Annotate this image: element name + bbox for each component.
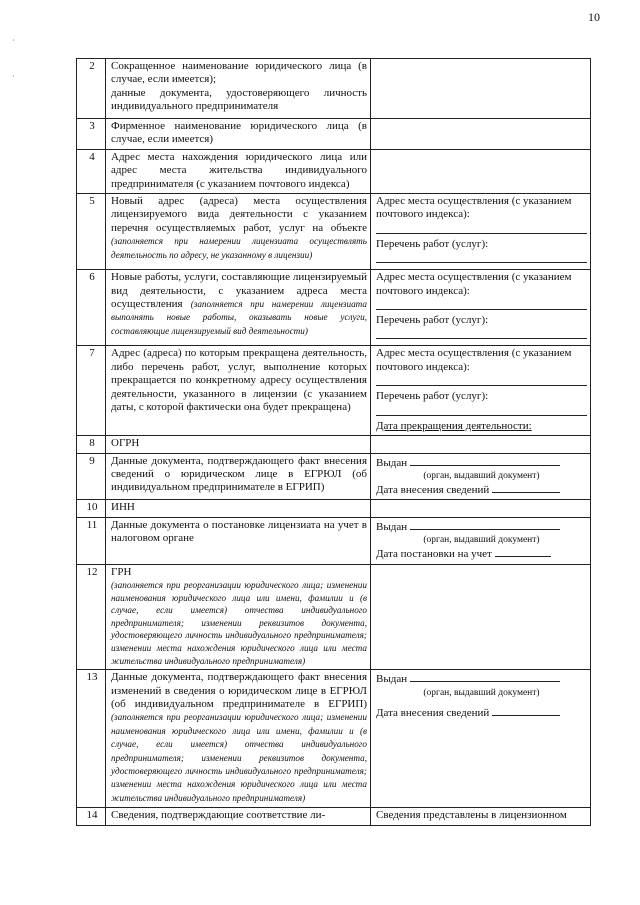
row-label: Данные документа о постановке лицензиата на учет в налоговом органе — [106, 517, 371, 564]
table-row — [77, 808, 591, 825]
address-input-line[interactable] — [376, 222, 587, 234]
issued-label: Выдан — [376, 520, 408, 533]
table-row — [77, 670, 591, 808]
issued-label: Выдан — [376, 673, 408, 686]
table-row — [77, 270, 591, 346]
registration-date-label: Дата постановки на учет — [376, 548, 492, 561]
issued-field — [376, 455, 587, 470]
address-input-line[interactable] — [376, 298, 587, 310]
table-row — [77, 194, 591, 270]
issuer-caption: (орган, выдавший документ) — [423, 535, 540, 546]
row-value[interactable] — [371, 500, 591, 517]
row-number: 7 — [77, 346, 106, 436]
table-row — [77, 453, 591, 500]
row-label: Адрес места нахождения юридического лица или адрес места жительства индивидуального предпринимателя (с указанием почтового индекса) — [106, 149, 371, 193]
license-form-table — [76, 58, 591, 826]
row-number: 8 — [77, 436, 106, 453]
row-number: 9 — [77, 453, 106, 500]
works-label: Перечень работ (услуг): — [376, 390, 489, 403]
registration-date-field — [376, 546, 587, 561]
table-row — [77, 346, 591, 436]
table-row — [77, 500, 591, 517]
row-number: 4 — [77, 149, 106, 193]
works-label: Перечень работ (услуг): — [376, 237, 489, 250]
row-label — [106, 270, 371, 346]
issued-label: Выдан — [376, 456, 408, 469]
table-row — [77, 517, 591, 564]
row-label — [106, 564, 371, 670]
stop-date-label: Дата прекращения деятельности: — [376, 419, 532, 432]
page-number: 10 — [588, 10, 600, 24]
row-value — [371, 670, 591, 808]
entry-date-input-line[interactable] — [492, 705, 560, 716]
row-label-text: Данные документа, подтверждающего факт внесения изменений в сведения о юридическом лице в ЕГРЮЛ (об индивидуальном предпринимателе в ЕГРИП) — [111, 671, 367, 710]
issuer-caption: (орган, выдавший документ) — [423, 687, 540, 698]
row-label: Сведения, подтверждающие соответствие ли- — [106, 808, 371, 825]
issued-input-line[interactable] — [410, 519, 560, 530]
works-input-line[interactable] — [376, 251, 587, 263]
row-label: Сокращенное наименование юридического лица (в случае, если имеется); данные документа, удостоверяющего личность индивидуального предпринимателя — [106, 59, 371, 119]
entry-date-field — [376, 482, 587, 497]
table-row — [77, 564, 591, 670]
row-value — [371, 517, 591, 564]
entry-date-label: Дата внесения сведений — [376, 706, 490, 719]
row-value[interactable] — [371, 564, 591, 670]
entry-date-input-line[interactable] — [492, 482, 560, 493]
row-value[interactable] — [371, 149, 591, 193]
row-label: Адрес (адреса) по которым прекращена деятельность, либо перечень работ, услуг, выполнение которых прекращается по конкретному адресу осуществления деятельности, указанного в лицензии (с указанием даты, с которой фактически она будет прекращена) — [106, 346, 371, 436]
row-value[interactable] — [371, 436, 591, 453]
row-number: 6 — [77, 270, 106, 346]
registration-date-input-line[interactable] — [495, 546, 551, 557]
row-value: Сведения представлены в лицензионном — [371, 808, 591, 825]
issued-input-line[interactable] — [410, 455, 560, 466]
row-label-text: Новые работы, услуги, составляющие лицензируемый вид деятельности, с указанием адреса места осуществления — [111, 271, 367, 311]
table-row — [77, 149, 591, 193]
issuer-caption: (орган, выдавший документ) — [423, 470, 540, 481]
row-label: ОГРН — [106, 436, 371, 453]
issued-field — [376, 519, 587, 534]
row-number: 3 — [77, 119, 106, 150]
row-value[interactable] — [371, 59, 591, 119]
row-note: (заполняется при реорганизации юридического лица; изменении наименования юридического лица или имени, фамилии и (в случае, если имеется) отчества индивидуального предпринимателя; изменении реквизитов документа, удостоверяющего личность индивидуального предпринимателя; изменении места нахождения юридического лица или места жительства индивидуального предпринимателя) — [111, 712, 367, 803]
row-number: 11 — [77, 517, 106, 564]
entry-date-field — [376, 705, 587, 720]
table-row — [77, 436, 591, 453]
row-label: Данные документа, подтверждающего факт внесения сведений о юридическом лице в ЕГРЮЛ (об индивидуальном предпринимателе в ЕГРИП) — [106, 453, 371, 500]
row-number: 14 — [77, 808, 106, 825]
row-number: 10 — [77, 500, 106, 517]
address-label: Адрес места осуществления (с указанием почтового индекса): — [376, 271, 572, 297]
works-input-line[interactable] — [376, 404, 587, 416]
works-input-line[interactable] — [376, 327, 587, 339]
row-value — [371, 270, 591, 346]
row-note: (заполняется при намерении лицензиата выполнять новые работы, оказывать новые услуги, составляющие лицензируемый вид деятельности) — [111, 299, 368, 336]
table-row — [77, 59, 591, 119]
row-label: ИНН — [106, 500, 371, 517]
issued-input-line[interactable] — [410, 671, 560, 682]
row-number: 2 — [77, 59, 106, 119]
address-input-line[interactable] — [376, 374, 587, 386]
works-label: Перечень работ (услуг): — [376, 314, 489, 327]
address-label: Адрес места осуществления (с указанием почтового индекса): — [376, 347, 572, 373]
row-number: 13 — [77, 670, 106, 808]
row-value — [371, 194, 591, 270]
entry-date-label: Дата внесения сведений — [376, 483, 490, 496]
row-number: 12 — [77, 564, 106, 670]
row-label-text: ГРН — [111, 565, 132, 578]
row-label — [106, 194, 371, 270]
table-row — [77, 119, 591, 150]
address-label: Адрес места осуществления (с указанием почтового индекса): — [376, 195, 572, 221]
row-label-text: Новый адрес (адреса) места осуществления лицензируемого вида деятельности с указанием перечня осуществляемых работ, услуг на объекте — [111, 195, 367, 234]
row-note: (заполняется при намерении лицензиата осуществлять деятельность по адресу, не указанному в лицензии) — [111, 236, 367, 260]
row-number: 5 — [77, 194, 106, 270]
row-value — [371, 346, 591, 436]
row-value — [371, 453, 591, 500]
row-value[interactable] — [371, 119, 591, 150]
row-label — [106, 670, 371, 808]
margin-mark: · — [12, 72, 15, 81]
issued-field — [376, 671, 587, 686]
margin-mark: · — [12, 36, 15, 45]
row-note: (заполняется при реорганизации юридического лица; изменении наименования юридического лица или имени, фамилии и (в случае, если имеется) отчества индивидуального предпринимателя; изменении реквизитов документа, удостоверяющего личность индивидуального предпринимателя; изменении места нахождения юридического лица или места жительства индивидуального предпринимателя) — [111, 579, 367, 666]
row-label: Фирменное наименование юридического лица (в случае, если имеется) — [106, 119, 371, 150]
